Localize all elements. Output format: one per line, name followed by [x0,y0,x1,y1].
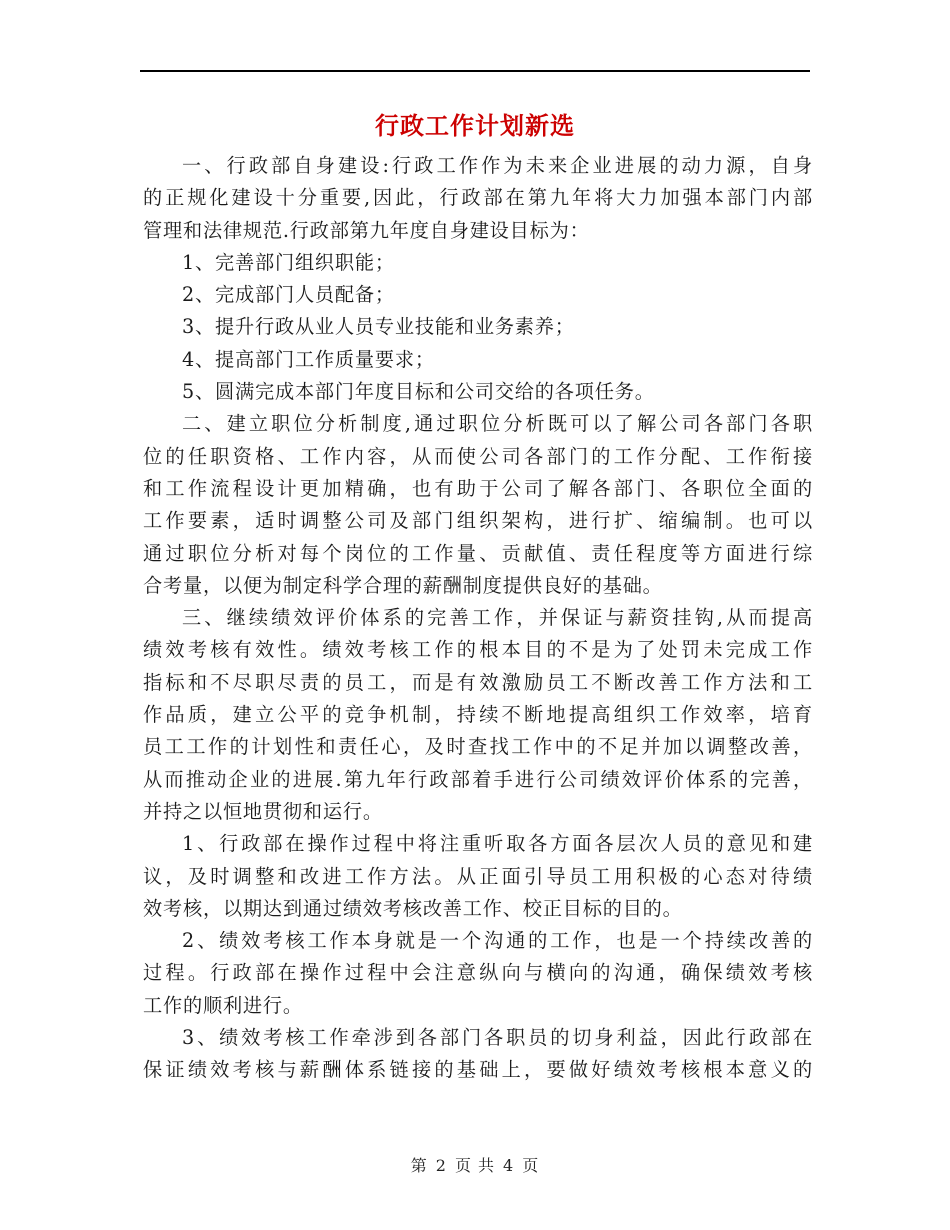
footer-suffix: 页 [522,1156,540,1175]
body-line: 管理和法律规范.行政部第九年度自身建设目标为： [143,218,590,242]
body-line: 过程。行政部在操作过程中会注意纵向与横向的沟通，确保绩效考核 [143,961,813,985]
list-item: 2、完成部门人员配备； [182,283,395,307]
body-line: 从而推动企业的进展.第九年行政部着手进行公司绩效评价体系的完善， [143,767,813,791]
body-line: 二、建立职位分析制度,通过职位分析既可以了解公司各部门各职 [182,412,813,436]
body-line: 绩效考核有效性。绩效考核工作的根本目的不是为了处罚未完成工作 [143,638,813,662]
body-line: 2、绩效考核工作本身就是一个沟通的工作，也是一个持续改善的 [182,929,813,953]
total-pages-number: 4 [503,1156,515,1175]
body-line: 3、绩效考核工作牵涉到各部门各职员的切身利益，因此行政部在 [182,1026,813,1050]
footer-prefix: 第 [410,1156,428,1175]
header-rule [140,70,810,72]
body-line: 通过职位分析对每个岗位的工作量、贡献值、责任程度等方面进行综 [143,541,813,565]
body-line: 效考核，以期达到通过绩效考核改善工作、校正目标的目的。 [143,896,683,920]
body-line: 议，及时调整和改进工作方法。从正面引导员工用积极的心态对待绩 [143,864,813,888]
document-title: 行政工作计划新选 [375,111,575,140]
list-item: 4、提高部门工作质量要求； [182,347,435,371]
current-page-number: 2 [435,1156,447,1175]
body-line: 指标和不尽职尽责的员工，而是有效激励员工不断改善工作方法和工 [143,670,813,694]
body-line: 1、行政部在操作过程中将注重听取各方面各层次人员的意见和建 [182,832,813,856]
body-line: 的正规化建设十分重要,因此，行政部在第九年将大力加强本部门内部 [143,186,813,210]
list-item: 1、完善部门组织职能； [182,250,395,274]
body-line: 工作的顺利进行。 [143,993,303,1017]
body-line: 作品质，建立公平的竞争机制，持续不断地提高组织工作效率，培育 [143,703,813,727]
body-line: 三、继续绩效评价体系的完善工作，并保证与薪资挂钩,从而提高 [182,606,813,630]
page-footer [0,1153,950,1176]
body-line: 工作要素，适时调整公司及部门组织架构，进行扩、缩编制。也可以 [143,509,813,533]
body-line: 并持之以恒地贯彻和运行。 [143,799,383,823]
list-item: 5、圆满完成本部门年度目标和公司交给的各项任务。 [182,380,655,404]
document-body [143,150,813,1087]
body-line: 和工作流程设计更加精确，也有助于公司了解各部门、各职位全面的 [143,476,813,500]
list-item: 3、提升行政从业人员专业技能和业务素养； [182,315,575,339]
body-line: 合考量，以便为制定科学合理的薪酬制度提供良好的基础。 [143,573,663,597]
body-line: 一、行政部自身建设:行政工作作为未来企业进展的动力源，自身 [182,154,813,177]
body-line: 保证绩效考核与薪酬体系链接的基础上，要做好绩效考核根本意义的 [143,1058,813,1082]
body-line: 员工工作的计划性和责任心，及时查找工作中的不足并加以调整改善， [143,735,813,759]
body-line: 位的任职资格、工作内容，从而使公司各部门的工作分配、工作衔接 [143,444,813,468]
footer-middle: 页 共 [454,1156,496,1175]
